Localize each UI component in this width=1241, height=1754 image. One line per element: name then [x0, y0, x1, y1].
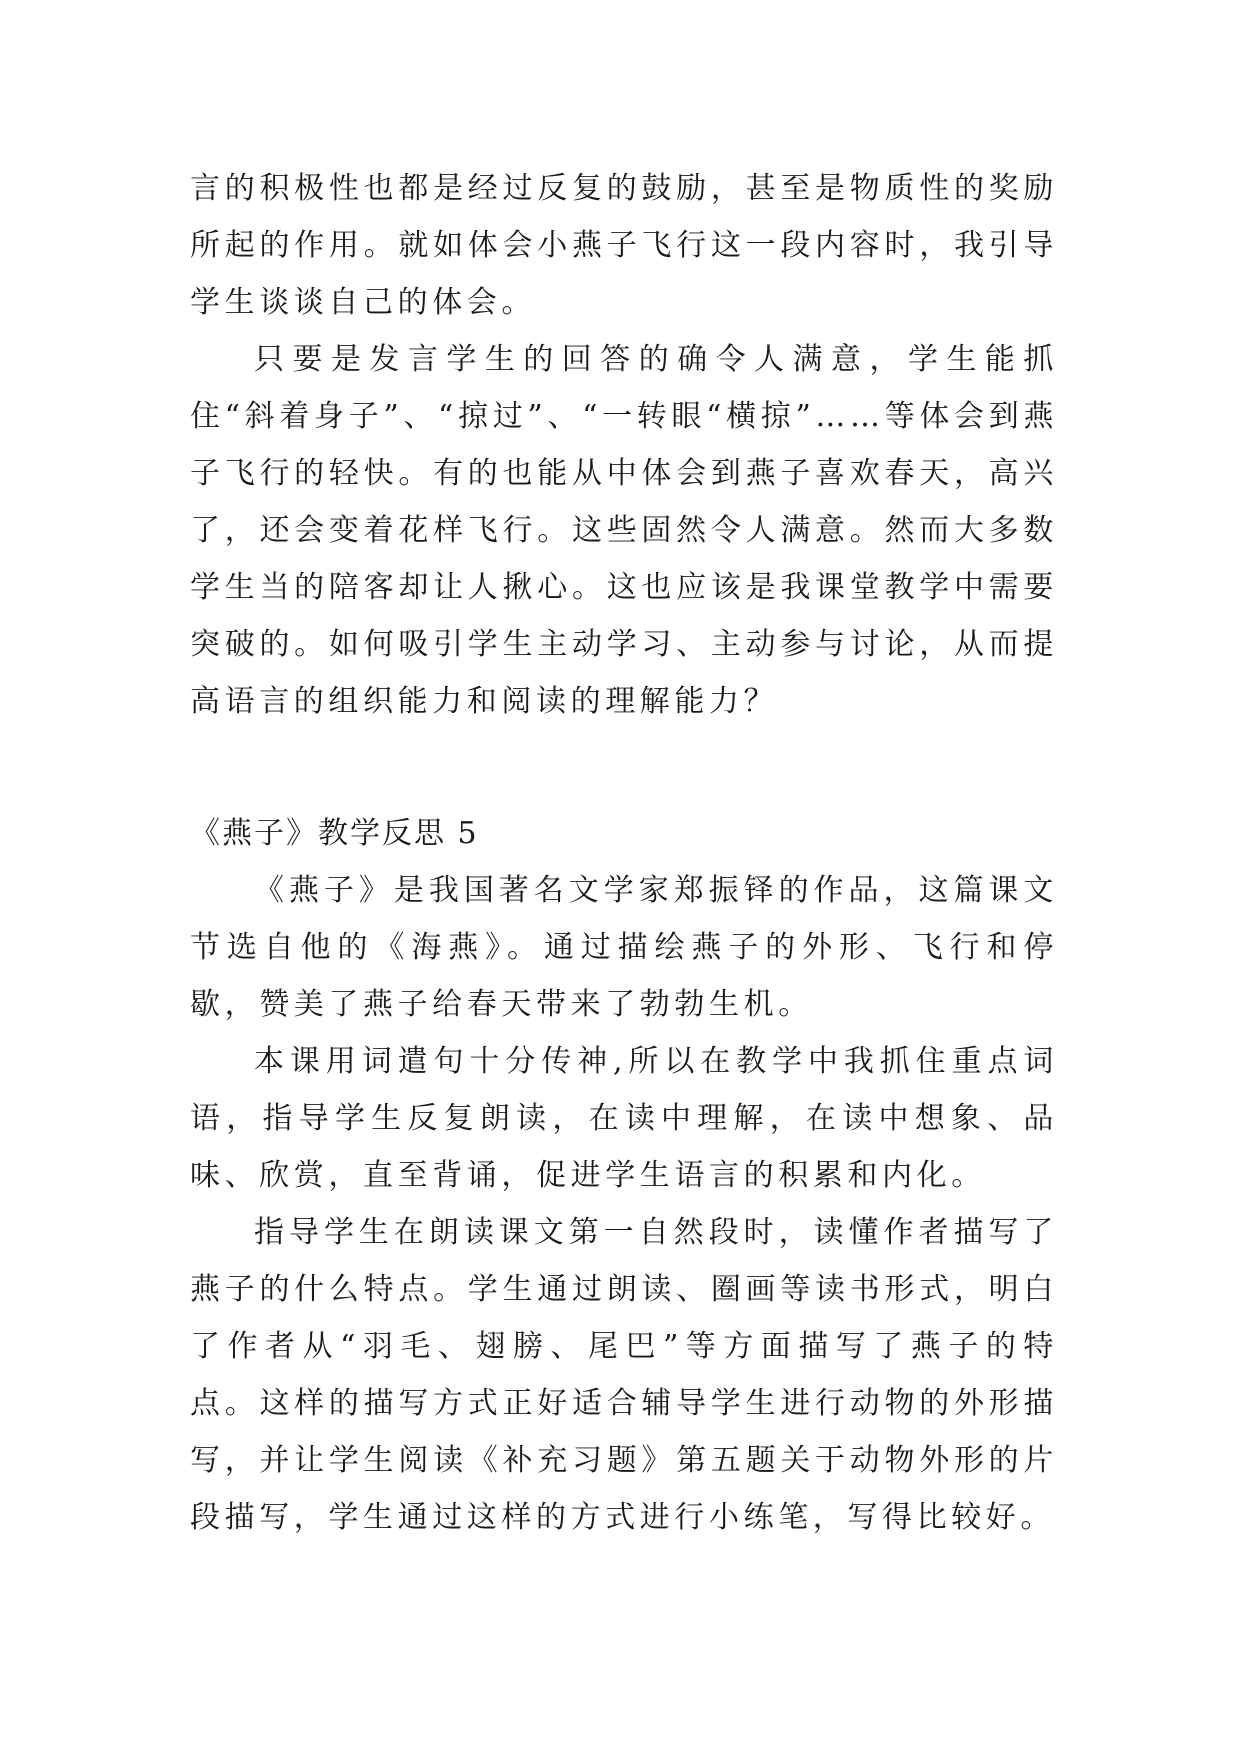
- paragraph-continued: 言的积极性也都是经过反复的鼓励，甚至是物质性的奖励所起的作用。就如体会小燕子飞行这一段内容时，我引导学生谈谈自己的体会。: [190, 171, 1058, 320]
- paragraph-reading-guidance: 指导学生在朗读课文第一自然段时，读懂作者描写了燕子的什么特点。学生通过朗读、圈画等读书形式，明白了作者从“羽毛、翅膀、尾巴”等方面描写了燕子的特点。这样的描写方式正好适合辅导学生进行动物的外形描写，并让学生阅读《补充习题》第五题关于动物外形的片段描写，学生通过这样的方式进行小练笔，写得比较好。: [190, 1215, 1058, 1535]
- paragraph-word-choice: 本课用词遣句十分传神,所以在教学中我抓住重点词语，指导学生反复朗读，在读中理解，在读中想象、品味、欣赏，直至背诵，促进学生语言的积累和内化。: [190, 1044, 1058, 1193]
- paragraph-student-answers: 只要是发言学生的回答的确令人满意，学生能抓住“斜着身子”、“掠过”、“一转眼“横掠”……等体会到燕子飞行的轻快。有的也能从中体会到燕子喜欢春天，高兴了，还会变着花样飞行。这些固然令人满意。然而大多数学生当的陪客却让人揪心。这也应该是我课堂教学中需要突破的。如何吸引学生主动学习、主动参与讨论，从而提高语言的组织能力和阅读的理解能力？: [190, 342, 1058, 719]
- paragraph-intro: 《燕子》是我国著名文学家郑振铎的作品，这篇课文节选自他的《海燕》。通过描绘燕子的外形、飞行和停歇，赞美了燕子给春天带来了勃勃生机。: [190, 873, 1058, 1022]
- continued-text-block: [190, 160, 1058, 730]
- section-text-block: [190, 805, 1058, 1546]
- section-heading: 《燕子》教学反思 5: [190, 816, 479, 851]
